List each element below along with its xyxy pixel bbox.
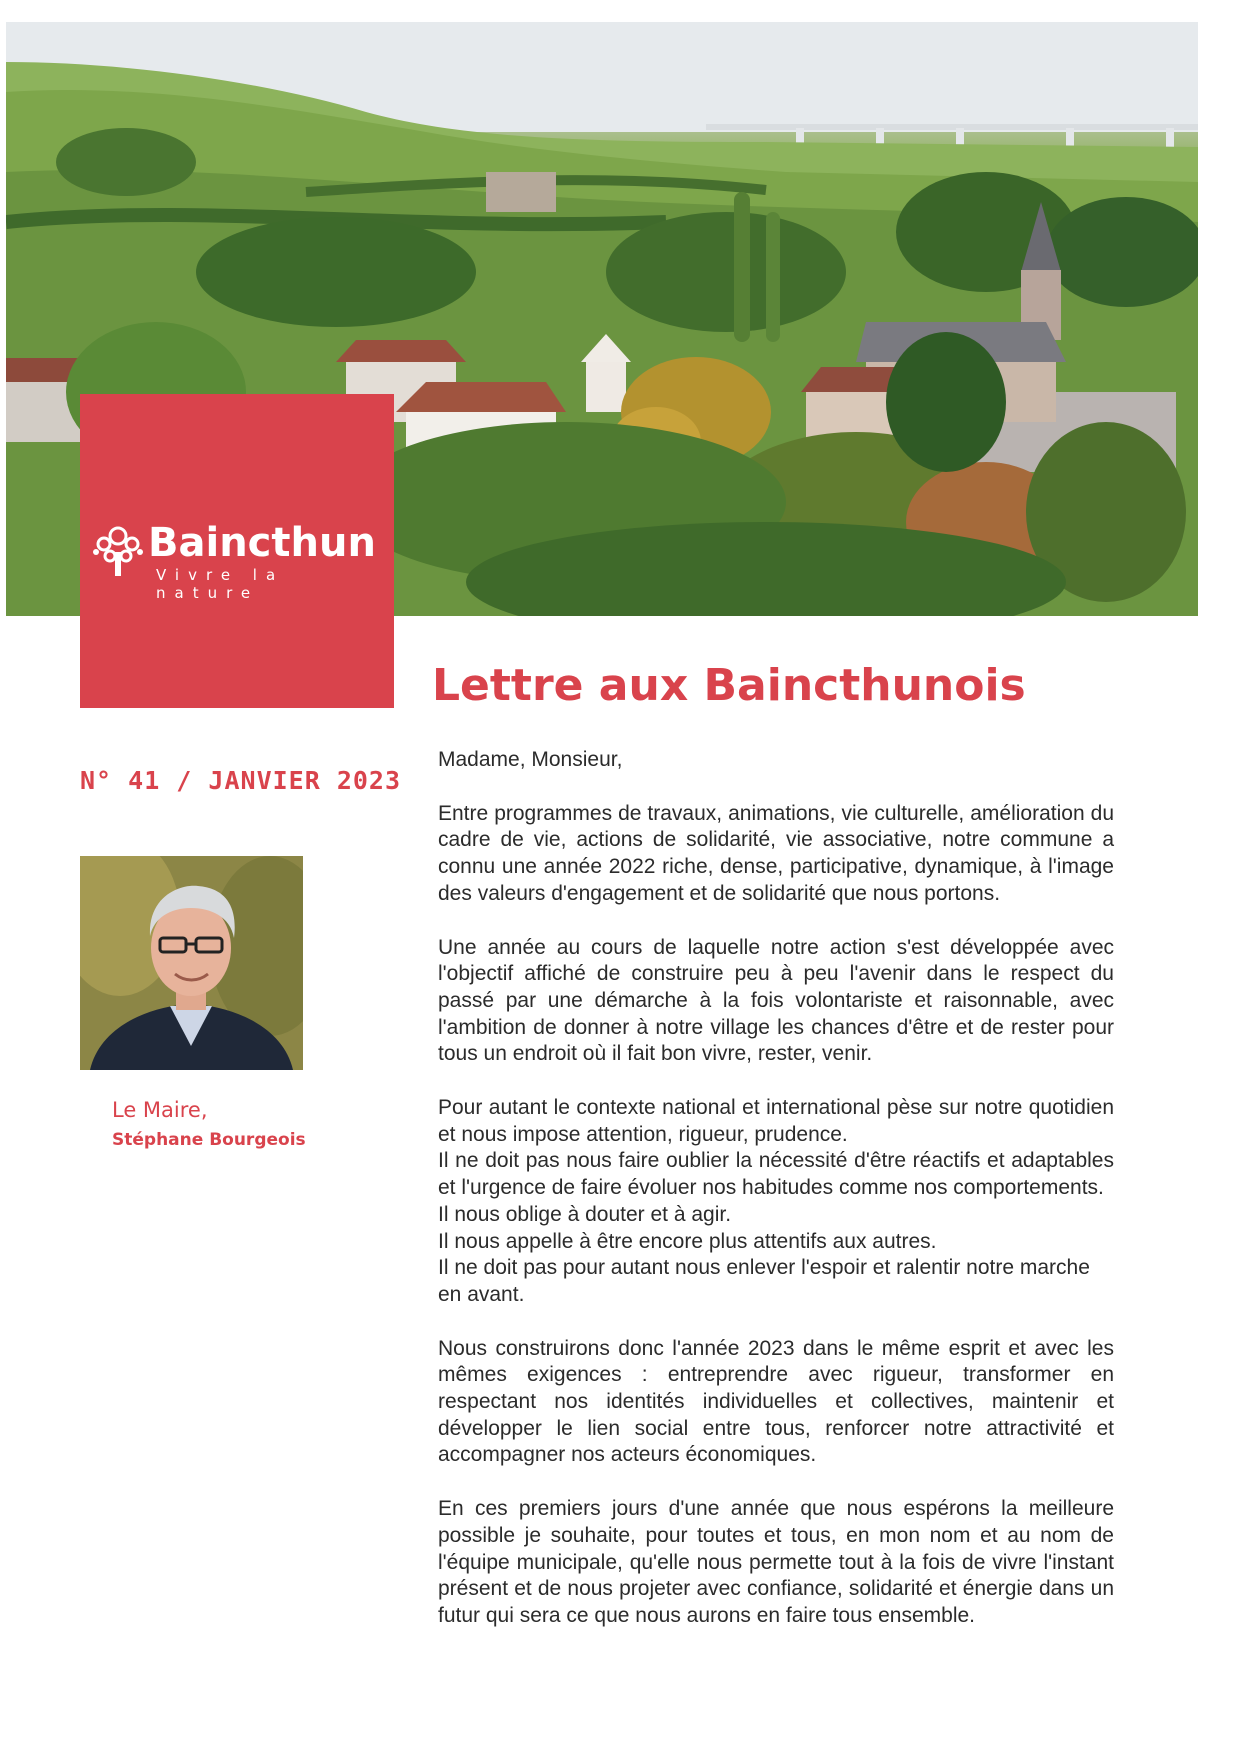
letter-paragraph-3-line: Pour autant le contexte national et international pèse sur notre quotidien et nous impose attention, rigueur, prudence. [438, 1096, 1114, 1146]
mayor-role: Le Maire, [112, 1098, 208, 1122]
tree-logo-icon [90, 522, 146, 578]
letter-paragraph-1: Entre programmes de travaux, animations, vie culturelle, amélioration du cadre de vie, actions de solidarité, vie associative, notre commune a connu une année 2022 riche, dense, participative, dynamique, à l'image des valeurs d'engagement et de solidarité que nous portons. [438, 801, 1114, 905]
letter-paragraph-3-line: Il ne doit pas nous faire oublier la nécessité d'être réactifs et adaptables et l'urgence de faire évoluer nos habitudes comme nos comportements. [438, 1149, 1114, 1200]
letter-paragraph-2: Une année au cours de laquelle notre action s'est développée avec l'objectif affiché de construire peu à peu l'avenir dans le respect du passé par une démarche à la fois volontariste et raisonnable, avec l'ambition de donner à notre village les chances d'être et de rester pour tous un endroit où il fait bon vivre, rester, venir. [438, 935, 1114, 1066]
letter-paragraph-3-line: Il nous oblige à douter et à agir. [438, 1202, 732, 1226]
mayor-portrait [80, 856, 303, 1070]
portrait-illustration [80, 856, 303, 1070]
letter-body [438, 747, 1114, 1657]
letter-paragraph-3 [438, 1095, 1114, 1309]
mayor-name: Stéphane Bourgeois [112, 1130, 306, 1150]
brand-name: Baincthun [148, 520, 376, 566]
letter-paragraph-5: En ces premiers jours d'une année que nous espérons la meilleure possible je souhaite, pour toutes et tous, en mon nom et au nom de l'équipe municipale, qu'elle nous permette tout à la fois de vivre l'instant présent et de nous projeter avec confiance, solidarité et énergie dans un futur qui sera ce que nous aurons en faire tous ensemble. [438, 1497, 1114, 1627]
letter-salutation: Madame, Monsieur, [438, 748, 623, 771]
letter-paragraph-4: Nous construirons donc l'année 2023 dans le même esprit et avec les mêmes exigences : entreprendre avec rigueur, transformer en respectant nos identités individuelles et collectives, maintenir et développer le lien social entre tous, renforcer notre attractivité et accompagner nos acteurs économiques. [438, 1336, 1114, 1467]
brand-tagline: Vivre la nature [156, 566, 285, 602]
letter-paragraph-3-line: Il nous appelle à être encore plus attentifs aux autres. [438, 1229, 937, 1253]
letter-paragraph-3-line: Il ne doit pas pour autant nous enlever l'espoir et ralentir notre marche en avant. [438, 1256, 1090, 1306]
logo-block [80, 394, 394, 708]
issue-label: N° 41 / JANVIER 2023 [80, 766, 402, 795]
newsletter-title: Lettre aux Baincthunois [432, 660, 1026, 711]
